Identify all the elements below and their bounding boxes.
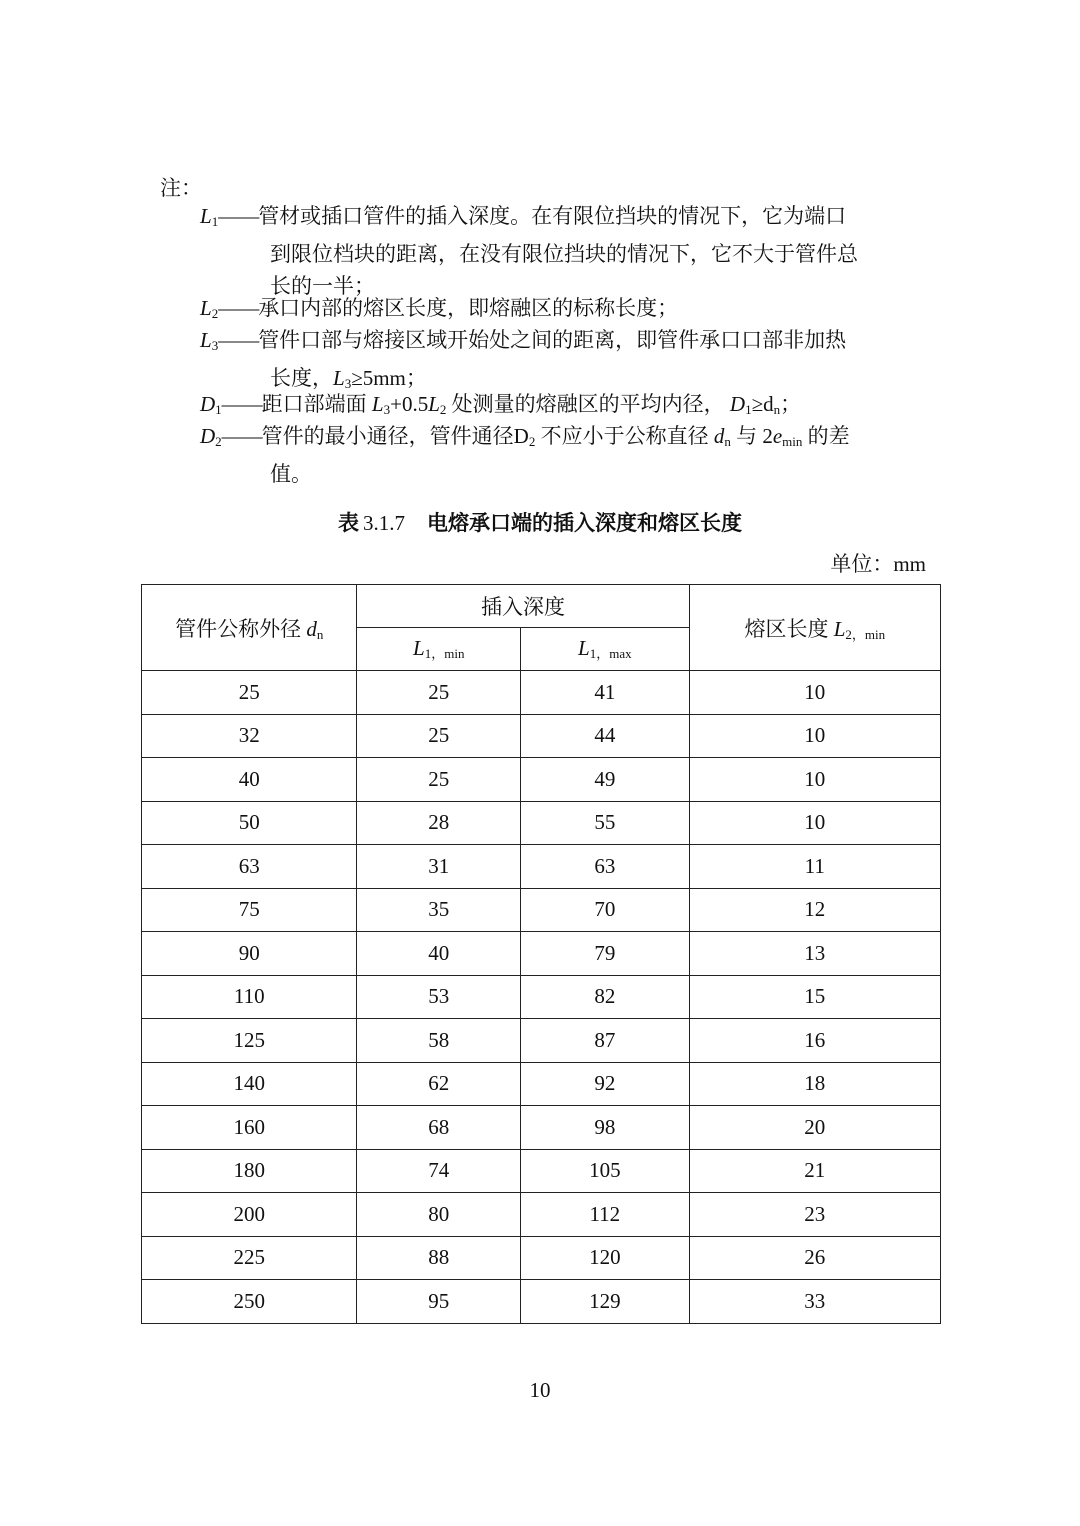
table-cell: 15 — [689, 975, 940, 1019]
table-row — [142, 1236, 941, 1280]
header-insert-depth: 插入深度 — [357, 585, 689, 628]
table-row — [142, 801, 941, 845]
table-cell: 95 — [357, 1280, 521, 1324]
table-cell: 75 — [142, 888, 357, 932]
table-cell: 32 — [142, 714, 357, 758]
note-text: 管件的最小通径，管件通径D2 不应小于公称直径 dn 与 2emin 的差 — [261, 424, 850, 449]
table-unit: 单位：mm — [830, 552, 926, 576]
table-cell: 63 — [142, 845, 357, 889]
table-cell: 10 — [689, 671, 940, 715]
table-cell: 110 — [142, 975, 357, 1019]
table-row — [142, 932, 941, 976]
note-l1 — [200, 200, 930, 302]
table-row — [142, 1062, 941, 1106]
header-fusion-length: 熔区长度 L2，min — [689, 585, 940, 671]
note-text-cont: 值。 — [270, 462, 312, 486]
table-cell: 26 — [689, 1236, 940, 1280]
table-row — [142, 714, 941, 758]
note-dash: —— — [218, 296, 259, 320]
note-dash: —— — [221, 392, 262, 416]
table-cell: 55 — [521, 801, 690, 845]
table-cell: 31 — [357, 845, 521, 889]
table-cell: 112 — [521, 1193, 690, 1237]
note-text-cont: 长度，L3≥5mm； — [270, 366, 427, 391]
table-cell: 129 — [521, 1280, 690, 1324]
table-cell: 70 — [521, 888, 690, 932]
table-cell: 63 — [521, 845, 690, 889]
table-row — [142, 975, 941, 1019]
table-cell: 10 — [689, 758, 940, 802]
note-text: 管材或插口管件的插入深度。在有限位挡块的情况下，它为端口 — [258, 204, 847, 228]
header-nominal-diameter: 管件公称外径 dn — [142, 585, 357, 671]
table-row — [142, 1106, 941, 1150]
table-cell: 18 — [689, 1062, 940, 1106]
table-cell: 25 — [357, 714, 521, 758]
table-cell: 62 — [357, 1062, 521, 1106]
header-l1-min: L1，min — [357, 628, 521, 671]
table-row — [142, 1280, 941, 1324]
table-cell: 120 — [521, 1236, 690, 1280]
table-cell: 41 — [521, 671, 690, 715]
table-cell: 98 — [521, 1106, 690, 1150]
table-cell: 49 — [521, 758, 690, 802]
table-cell: 88 — [357, 1236, 521, 1280]
table-cell: 40 — [357, 932, 521, 976]
table-cell: 125 — [142, 1019, 357, 1063]
table-cell: 13 — [689, 932, 940, 976]
table-row — [142, 1193, 941, 1237]
note-symbol: $D_1$ — [200, 392, 222, 417]
table-cell: 68 — [357, 1106, 521, 1150]
table-cell: 11 — [689, 845, 940, 889]
table-cell: 58 — [357, 1019, 521, 1063]
notes-label: 注： — [160, 176, 202, 200]
table-cell: 160 — [142, 1106, 357, 1150]
table-cell: 28 — [357, 801, 521, 845]
table-cell: 225 — [142, 1236, 357, 1280]
note-dash: —— — [218, 204, 259, 228]
table-cell: 25 — [357, 758, 521, 802]
table-cell: 250 — [142, 1280, 357, 1324]
table-row — [142, 845, 941, 889]
note-dash: —— — [221, 424, 262, 448]
table-title: 表 3.1.7 电熔承口端的插入深度和熔区长度 — [338, 511, 742, 535]
table-cell: 20 — [689, 1106, 940, 1150]
note-symbol: $L_2$ — [200, 296, 219, 321]
table-cell: 21 — [689, 1149, 940, 1193]
table-cell: 82 — [521, 975, 690, 1019]
table-cell: 79 — [521, 932, 690, 976]
note-text: 管件口部与熔接区域开始处之间的距离，即管件承口口部非加热 — [258, 328, 847, 352]
table-row — [142, 888, 941, 932]
table-row — [142, 671, 941, 715]
note-symbol: $L_1$ — [200, 204, 219, 229]
note-text: 距口部端面 L3+0.5L2 处测量的熔融区的平均内径， D1≥dn； — [261, 392, 802, 417]
table-cell: 10 — [689, 714, 940, 758]
page-number: 10 — [529, 1378, 551, 1402]
table-cell: 50 — [142, 801, 357, 845]
note-symbol: $L_3$ — [200, 328, 219, 353]
table-cell: 180 — [142, 1149, 357, 1193]
table-cell: 200 — [142, 1193, 357, 1237]
table-body — [142, 671, 941, 1324]
table-row — [142, 758, 941, 802]
table-cell: 12 — [689, 888, 940, 932]
table-cell: 33 — [689, 1280, 940, 1324]
table-row — [142, 1019, 941, 1063]
note-text-cont: 到限位档块的距离，在没有限位挡块的情况下，它不大于管件总 — [270, 242, 858, 266]
table-row — [142, 1149, 941, 1193]
table-cell: 90 — [142, 932, 357, 976]
data-table — [141, 584, 941, 1324]
note-text-cont: 长的一半； — [270, 274, 375, 298]
table-cell: 23 — [689, 1193, 940, 1237]
note-d2 — [200, 420, 930, 490]
note-text: 承口内部的熔区长度，即熔融区的标称长度； — [258, 296, 679, 320]
table-cell: 44 — [521, 714, 690, 758]
table-cell: 105 — [521, 1149, 690, 1193]
header-l1-max: L1，max — [521, 628, 690, 671]
table-cell: 35 — [357, 888, 521, 932]
table-cell: 25 — [142, 671, 357, 715]
table-cell: 53 — [357, 975, 521, 1019]
table-cell: 92 — [521, 1062, 690, 1106]
table-cell: 74 — [357, 1149, 521, 1193]
table-cell: 140 — [142, 1062, 357, 1106]
table-cell: 25 — [357, 671, 521, 715]
table-cell: 80 — [357, 1193, 521, 1237]
note-symbol: $D_2$ — [200, 424, 222, 449]
table-cell: 10 — [689, 801, 940, 845]
note-dash: —— — [218, 328, 259, 352]
table-cell: 40 — [142, 758, 357, 802]
table-cell: 87 — [521, 1019, 690, 1063]
table-cell: 16 — [689, 1019, 940, 1063]
